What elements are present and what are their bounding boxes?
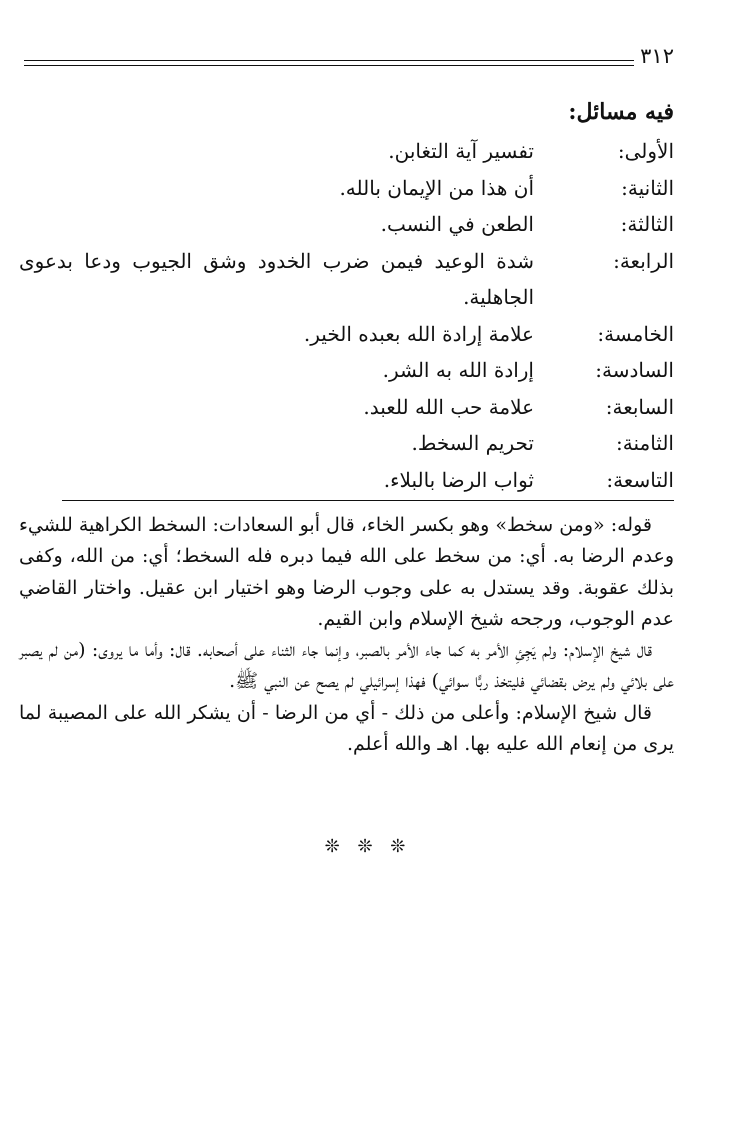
- issue-item: [19, 462, 674, 499]
- issue-label: الرابعة:: [613, 248, 674, 273]
- issue-text: تحريم السخط.: [411, 431, 534, 455]
- issue-text: إرادة الله به الشر.: [382, 358, 534, 382]
- issue-label: الثانية:: [621, 175, 674, 200]
- issue-item: [19, 133, 674, 170]
- issue-label: التاسعة:: [606, 467, 674, 492]
- issue-label: الأولى:: [617, 139, 674, 163]
- issue-label: الخامسة:: [597, 321, 674, 346]
- commentary-paragraph: قال شيخ الإسلام: وأعلى من ذلك - أي من الرضا - أن يشكر الله على المصيبة لما يرى من إنعام الله عليه بها. اهـ والله أعلم.: [19, 701, 674, 756]
- commentary-section: [19, 510, 674, 760]
- issue-label: الثالثة:: [620, 212, 674, 236]
- issue-text: الطعن في النسب.: [380, 212, 534, 236]
- issue-text: علامة حب الله للعبد.: [363, 394, 534, 419]
- commentary-paragraph: قوله: «ومن سخط» وهو بكسر الخاء، قال أبو السعادات: السخط الكراهية للشيء وعدم الرضا به. أي: من سخط على الله فيما دبره فله السخط؛ أي: من الله، وكفى بذلك عقوبة. وقد يستدل به على وجوب الرضا وهو اختيار ابن عقيل. واختار القاضي عدم الوجوب، ورجحه شيخ الإسلام وابن القيم.: [19, 514, 674, 630]
- issue-item: [19, 170, 674, 207]
- issue-item: [19, 206, 674, 243]
- issue-text: أن هذا من الإيمان بالله.: [339, 175, 534, 200]
- issue-item: [19, 389, 674, 426]
- issue-item: [19, 352, 674, 389]
- section-divider: [62, 500, 674, 501]
- issue-text: ثواب الرضا بالبلاء.: [383, 467, 534, 492]
- issue-item: [19, 243, 674, 316]
- issue-label: السابعة:: [605, 394, 674, 419]
- header-double-rule: [24, 60, 634, 66]
- issue-text: شدة الوعيد فيمن ضرب الخدود وشق الجيوب ودعا بدعوى الجاهلية.: [19, 248, 534, 309]
- issues-list: [19, 133, 674, 498]
- issue-label: الثامنة:: [616, 431, 674, 455]
- issue-text: تفسير آية التغابن.: [388, 139, 534, 163]
- issue-item: [19, 316, 674, 353]
- issue-item: [19, 425, 674, 462]
- commentary-paragraph: قال شيخ الإسلام: ولم يَجِئِ الأمر به كما جاء الأمر بالصبر، وإنما جاء الثناء على أصحابه. قال: وأما ما يروى: (من لم يصبر على بلائي ولم يرض بقضائي فليتخذ ربًّا سوائي) فهذا إسرائيلي لم يصح عن النبي ﷺ.: [19, 639, 674, 693]
- issue-text: علامة إرادة الله بعبده الخير.: [303, 321, 534, 346]
- page-number: ٣١٢: [640, 44, 674, 68]
- issues-heading: فيه مسائل:: [568, 99, 674, 125]
- section-end-ornament: ❊ ❊ ❊: [324, 836, 412, 857]
- issue-label: السادسة:: [595, 358, 674, 382]
